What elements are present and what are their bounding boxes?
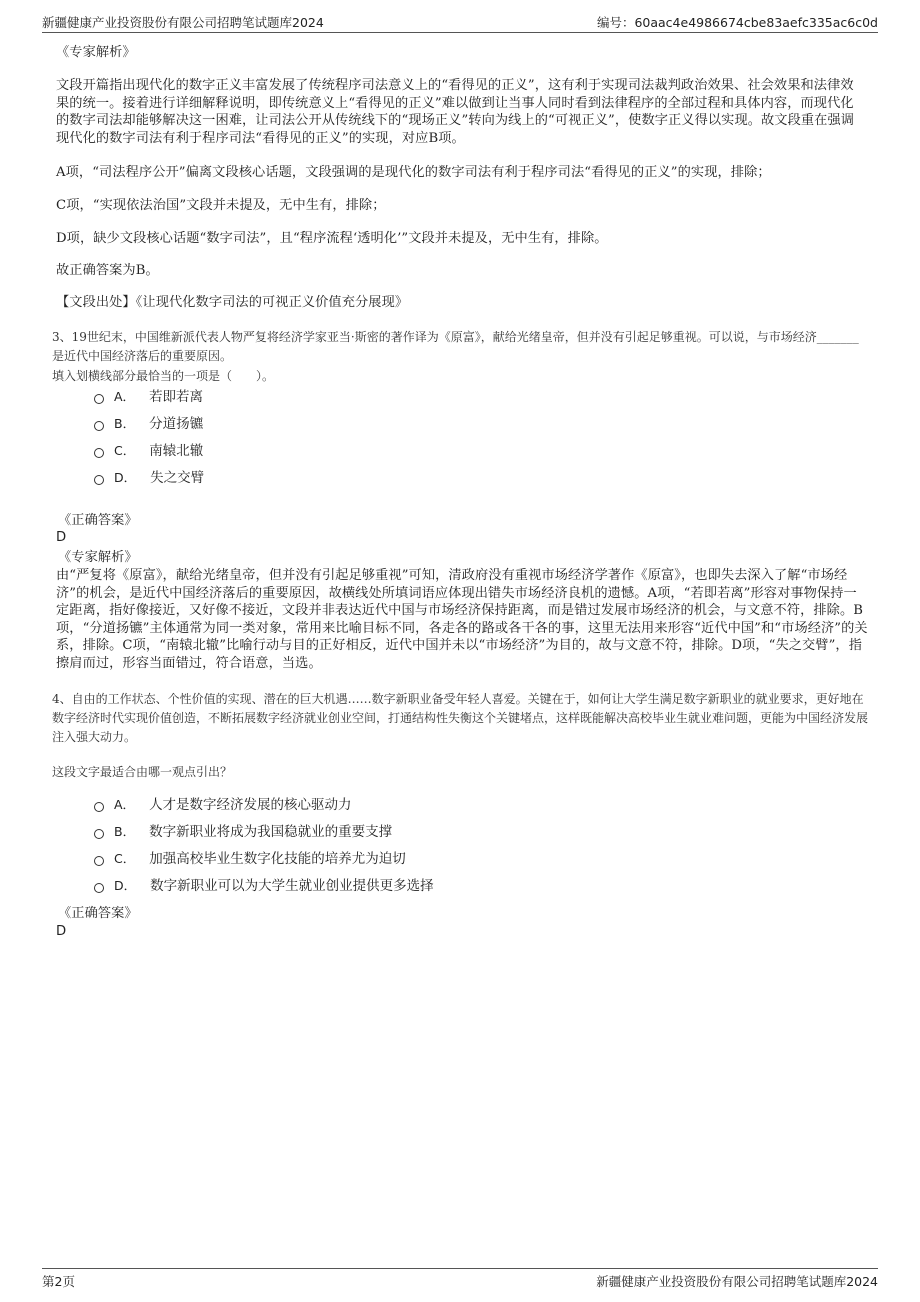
q3-answer: D <box>56 530 67 545</box>
radio-button-icon[interactable] <box>94 448 104 458</box>
q3-analysis-label: 《专家解析》 <box>58 550 138 565</box>
radio-button-icon[interactable] <box>94 475 104 485</box>
radio-button-icon[interactable] <box>94 421 104 431</box>
q4-answer-label: 《正确答案》 <box>58 906 138 921</box>
q4-option-b[interactable]: B． 数字新职业将成为我国稳就业的重要支撑 <box>94 822 392 842</box>
q3-option-a-text: 若即若离 <box>149 389 204 405</box>
q3-option-d[interactable]: D． 失之交臂 <box>94 468 204 488</box>
q3-option-b[interactable]: B． 分道扬镳 <box>94 414 203 434</box>
q3-option-b-text: 分道扬镳 <box>149 416 204 432</box>
radio-button-icon[interactable] <box>94 883 104 893</box>
q4-option-d[interactable]: D． 数字新职业可以为大学生就业创业提供更多选择 <box>94 876 434 896</box>
radio-button-icon[interactable] <box>94 829 104 839</box>
q2-conclusion: 故正确答案为B。 <box>56 263 159 278</box>
q3-analysis: 由“严复将《原富》，献给光绪皇帝，但并没有引起足够重视”可知，清政府没有重视市场经济学著作《原富》，也即失去深入了解“市场经济”的机会，是近代中国经济落后的重要原因，故横线处所填词语应体现出错失市场经济良机的遗憾。A项，“若即若离”形容对事物保持一定距离，指好像接近，又好像不接近，文段并非表达近代中国与市场经济保持距离，而是错过发展市场经济的机会，与文意不符，排除。B项，“分道扬镳”主体通常为同一类对象，常用来比喻目标不同，各走各的路或各干各的事，这里无法用来形容“近代中国”和“市场经济”的关系，排除。C项，“南辕北辙”比喻行动与目的正好相反，近代中国并未以“市场经济”为目的，故与文意不符，排除。D项，“失之交臂”，指擦肩而过，形容当面错过，符合语意，当选。 <box>56 568 868 671</box>
q2-analysis-paragraph: 文段开篇指出现代化的数字正义丰富发展了传统程序司法意义上的“看得见的正义”，这有利于实现司法裁判政治效果、社会效果和法律效果的统一。接着进行详细解释说明，即传统意义上“看得见的正义”难以做到让当事人同时看到法律程序的全部过程和具体内容，而现代化的数字司法却能够解决这一困难，让司法公开从传统线下的“现场正义”转向为线上的“可视正义”，使数字正义得以实现。故文段重在强调现代化的数字司法有利于程序司法“看得见的正义”的实现，对应B项。 <box>56 78 855 146</box>
q3-prompt: 填入划横线部分最恰当的一项是（ ）。 <box>52 369 275 383</box>
q4-option-b-text: 数字新职业将成为我国稳就业的重要支撑 <box>149 824 393 840</box>
q3-answer-label: 《正确答案》 <box>58 513 138 528</box>
q4-option-c-text: 加强高校毕业生数字化技能的培养尤为迫切 <box>149 851 406 867</box>
q3-stem: 3、19世纪末，中国维新派代表人物严复将经济学家亚当·斯密的著作译为《原富》，献给光绪皇帝，但并没有引起足够重视。可以说，与市场经济_______是近代中国经济落后的重要原因。 <box>52 330 859 363</box>
q3-option-c-text: 南辕北辙 <box>149 443 204 459</box>
radio-button-icon[interactable] <box>94 856 104 866</box>
q4-option-c[interactable]: C． 加强高校毕业生数字化技能的培养尤为迫切 <box>94 849 406 869</box>
page-header <box>42 12 878 33</box>
q4-prompt: 这段文字最适合由哪一观点引出？ <box>52 765 233 779</box>
q4-stem: 4、自由的工作状态、个性价值的实现、潜在的巨大机遇……数字新职业备受年轻人喜爱。关键在于，如何让大学生满足数字新职业的就业要求，更好地在数字经济时代实现价值创造，不断拓展数字经济就业创业空间，打通结构性失衡这个关键堵点，这样既能解决高校毕业生就业难问题，更能为中国经济发展注入强大动力。 <box>52 692 869 744</box>
page-number: 第2页 <box>42 1274 75 1289</box>
q2-analysis-option-a: A项，“司法程序公开”偏离文段核心话题，文段强调的是现代化的数字司法有利于程序司法“看得见的正义”的实现，排除； <box>56 165 771 180</box>
q4-answer: D <box>56 924 67 939</box>
header-doc-title: 新疆健康产业投资股份有限公司招聘笔试题库2024 <box>42 15 324 30</box>
q4-option-a-text: 人才是数字经济发展的核心驱动力 <box>149 797 352 813</box>
q4-option-d-text: 数字新职业可以为大学生就业创业提供更多选择 <box>150 878 434 894</box>
q4-option-a[interactable]: A． 人才是数字经济发展的核心驱动力 <box>94 795 352 815</box>
q3-option-c[interactable]: C． 南辕北辙 <box>94 441 203 461</box>
q2-analysis-option-d: D项，缺少文段核心话题“数字司法”，且“程序流程‘透明化’”文段并未提及，无中生有，排除。 <box>56 231 608 246</box>
radio-button-icon[interactable] <box>94 394 104 404</box>
q2-source: 【文段出处】《让现代化数字司法的可视正义价值充分展现》 <box>56 295 409 310</box>
q2-analysis-label: 《专家解析》 <box>56 45 136 60</box>
footer-doc-title: 新疆健康产业投资股份有限公司招聘笔试题库2024 <box>596 1274 878 1289</box>
radio-button-icon[interactable] <box>94 802 104 812</box>
q2-analysis-option-c: C项，“实现依法治国”文段并未提及，无中生有，排除； <box>56 198 386 213</box>
q3-option-a[interactable]: A． 若即若离 <box>94 387 203 407</box>
q3-option-d-text: 失之交臂 <box>150 470 205 486</box>
header-doc-id: 编号：60aac4e4986674cbe83aefc335ac6c0d <box>596 15 878 30</box>
page-footer <box>42 1268 878 1291</box>
